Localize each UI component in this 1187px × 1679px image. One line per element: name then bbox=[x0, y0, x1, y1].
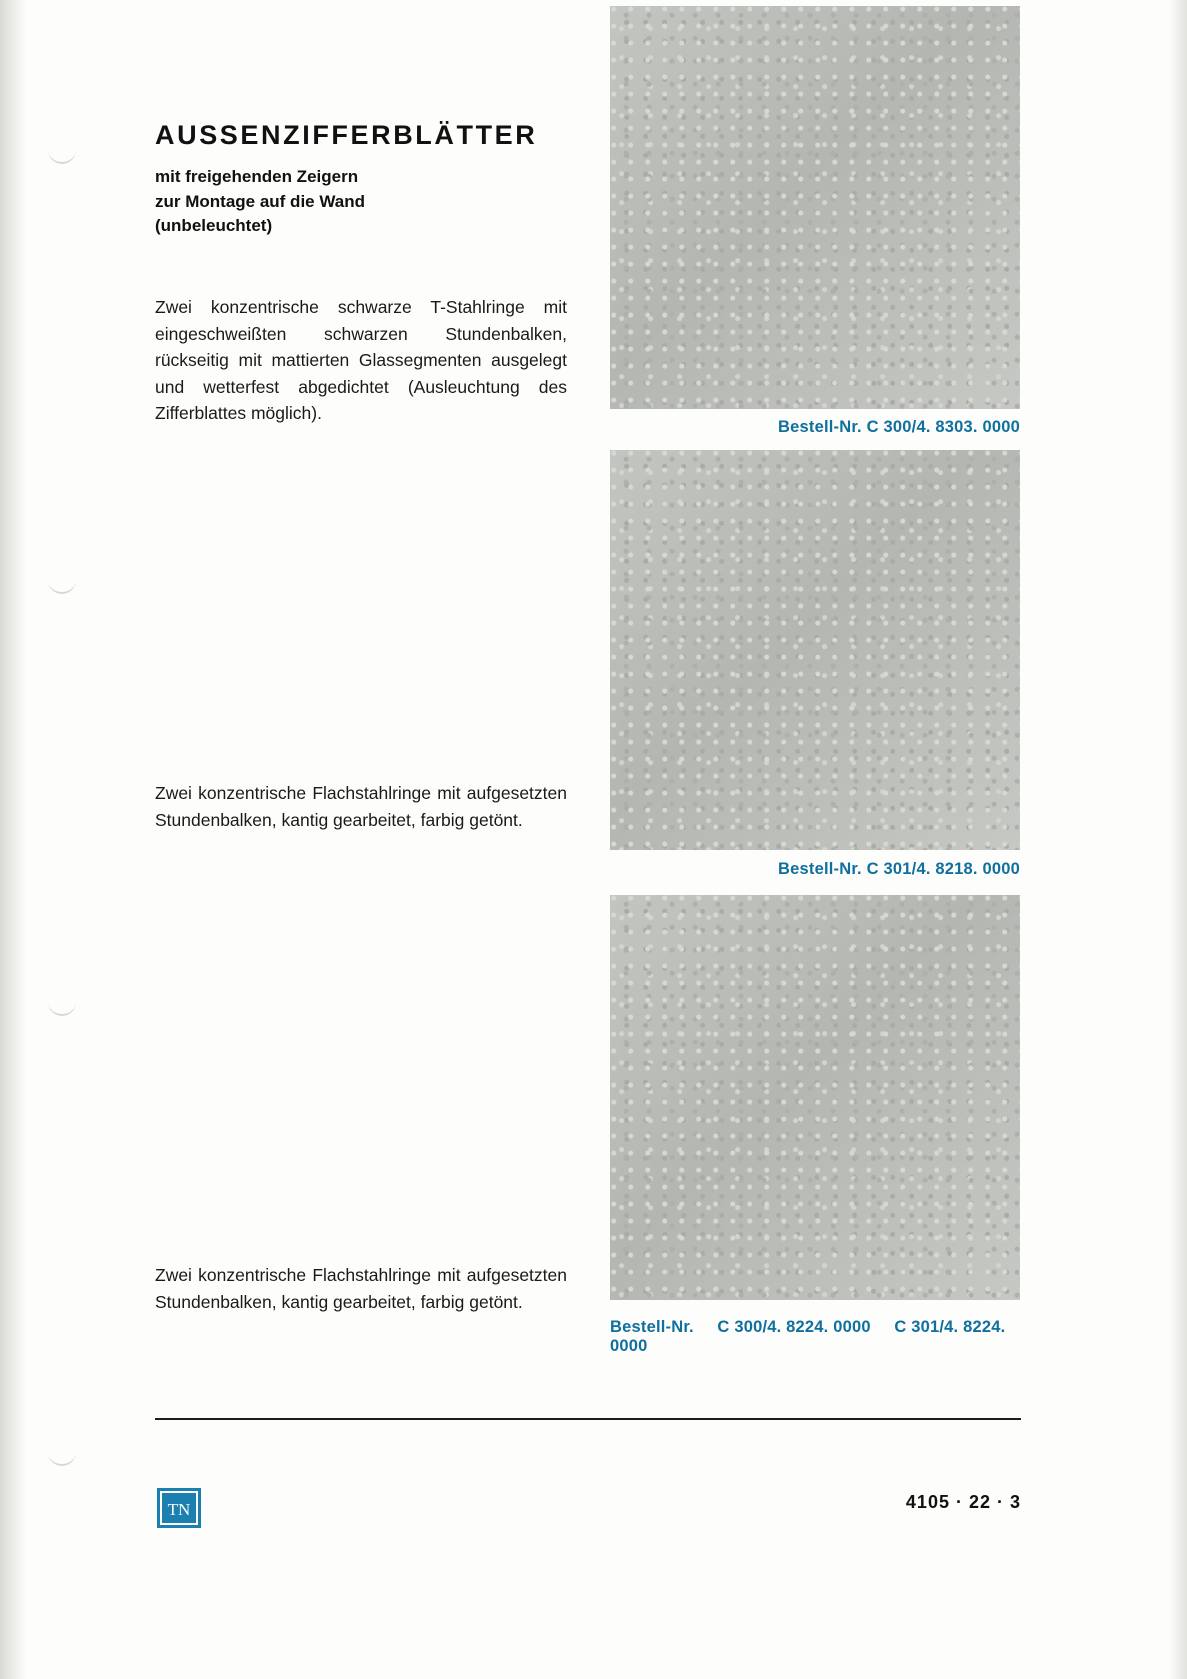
description-paragraph-1: Zwei konzentrische schwarze T-Stahlringe mit eingeschweißten schwarzen Stundenbalken, rückseitig mit mattierten Glassegmenten ausgelegt und wetterfest abgedichtet (Ausleuchtung des Zifferblattes möglich). bbox=[155, 297, 567, 424]
footer-divider bbox=[155, 1418, 1021, 1420]
figure-clock-dial-teal-flat-steel bbox=[610, 450, 1020, 850]
caption-number-a: C 300/4. 8224. 0000 bbox=[717, 1318, 871, 1336]
figure-clock-dial-black-flat-steel bbox=[610, 895, 1020, 1300]
caption-label: Bestell-Nr. bbox=[778, 418, 862, 436]
subtitle-line-2: zur Montage auf die Wand bbox=[155, 191, 365, 211]
svg-text:TN: TN bbox=[167, 1500, 191, 1519]
punch-hole bbox=[48, 1450, 76, 1466]
punch-hole bbox=[48, 148, 76, 164]
caption-label: Bestell-Nr. bbox=[778, 860, 862, 878]
subtitle-line-3: (unbeleuchtet) bbox=[155, 216, 273, 236]
punch-hole bbox=[48, 578, 76, 594]
photo-background bbox=[610, 895, 1020, 1300]
description-paragraph-2: Zwei konzentrische Flachstahlringe mit aufgesetzten Stundenbalken, kantig gearbeitet, farbig getönt. bbox=[155, 783, 567, 830]
subtitle-line-1: mit freigehenden Zeigern bbox=[155, 167, 359, 186]
manufacturer-logo-icon bbox=[157, 1488, 201, 1528]
page-title: AUSSENZIFFERBLÄTTER bbox=[155, 120, 538, 150]
page-subtitle bbox=[155, 165, 575, 239]
photo-clock-dial-1 bbox=[610, 6, 1020, 409]
caption-label: Bestell-Nr. bbox=[610, 1318, 694, 1336]
page-number: 4105 · 22 · 3 bbox=[905, 1492, 1021, 1512]
photo-background bbox=[610, 6, 1020, 409]
caption-order-number-3 bbox=[610, 1318, 1020, 1356]
description-paragraph-3: Zwei konzentrische Flachstahlringe mit aufgesetzten Stundenbalken, kantig gearbeitet, farbig getönt. bbox=[155, 1265, 567, 1312]
photo-background bbox=[610, 450, 1020, 850]
caption-number: C 300/4. 8303. 0000 bbox=[866, 418, 1020, 436]
caption-number: C 301/4. 8218. 0000 bbox=[866, 860, 1020, 878]
figure-clock-dial-black-t-steel bbox=[610, 6, 1020, 409]
caption-order-number-1 bbox=[610, 418, 1020, 437]
caption-number-b: C 301/4. 8224. 0000 bbox=[610, 1318, 1006, 1355]
photo-clock-dial-3 bbox=[610, 895, 1020, 1300]
photo-clock-dial-2 bbox=[610, 450, 1020, 850]
logo-glyph bbox=[157, 1488, 201, 1528]
punch-hole bbox=[48, 1000, 76, 1016]
caption-order-number-2 bbox=[610, 860, 1020, 879]
